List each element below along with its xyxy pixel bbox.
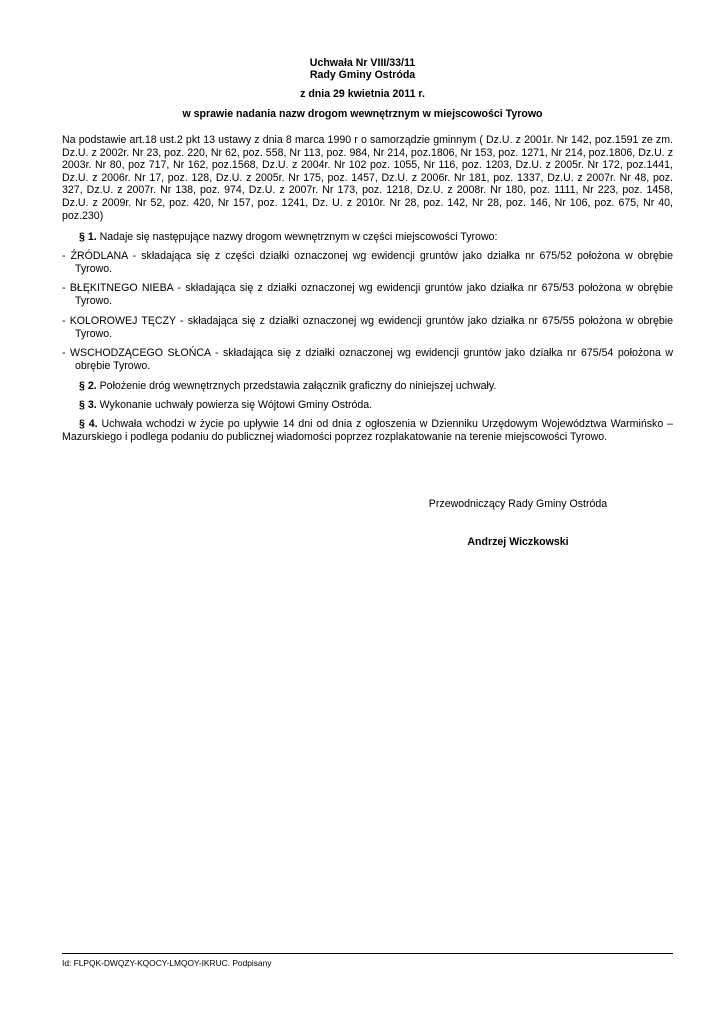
council-name: Rady Gminy Ostróda — [309, 69, 416, 81]
signatory-name: Andrzej Wiczkowski — [467, 536, 569, 548]
section-4-number: § 4. — [79, 418, 98, 430]
section-2-text: Położenie dróg wewnętrznych przedstawia załącznik graficzny do niniejszej uchwały. — [96, 380, 497, 392]
section-2 — [62, 380, 673, 393]
road-item-zrodlana: - ŹRÓDLANA - składająca się z części działki oznaczonej wg ewidencji gruntów jako działka nr 675/52 położona w obrębie Tyrowo. — [62, 250, 673, 275]
resolution-subject: w sprawie nadania nazw drogom wewnętrznym w miejscowości Tyrowo — [182, 108, 543, 120]
footer-divider — [62, 953, 673, 954]
section-1-number: § 1. — [79, 231, 97, 243]
section-1-text: Nadaje się następujące nazwy drogom wewnętrznym w części miejscowości Tyrowo: — [96, 231, 498, 243]
legal-basis-paragraph: Na podstawie art.18 ust.2 pkt 13 ustawy z dnia 8 marca 1990 r o samorządzie gminnym ( Dz.U. z 2001r. Nr 142, poz.1591 ze zm. Dz.U. z 2002r. Nr 23, poz. 220, Nr 62, poz. 558, Nr 113, poz. 984, Nr 214, poz.1806, Nr 153, poz. 1271, Nr 214, poz.1806, Dz.U. z 2003r. Nr 80, poz 717, Nr 162, poz.1568, Dz.U. z 2004r. Nr 102 poz. 1055, Nr 116, poz. 1203, Dz.U. z 2005r. Nr 172, poz.1441, Dz.U. z 2006r. Nr 17, poz. 128, Dz.U. z 2005r. Nr 175, poz. 1457, Dz.U. z 2006r. Nr 181, poz. 1337, Dz.U. z 2007r. Nr 48, poz. 327, Dz.U. z 2007r. Nr 138, poz. 974, Dz.U. z 2007r. Nr 173, poz. 1218, Dz.U. z 2008r. Nr 180, poz. 1111, Nr 223, poz. 1458, Dz.U. z 2009r. Nr 52, poz. 420, Nr 157, poz. 1241, Dz. U. z 2010r. Nr 28, poz. 142, Nr 28, poz. 146, Nr 106, poz. 675, Nr 40, poz.230) — [62, 134, 673, 222]
road-item-kolorowej-teczy: - KOLOROWEJ TĘCZY - składająca się z działki oznaczonej wg ewidencji gruntów jako działka nr 675/55 położona w obrębie Tyrowo. — [62, 315, 673, 340]
section-3-number: § 3. — [79, 399, 97, 411]
section-3-text: Wykonanie uchwały powierza się Wójtowi Gminy Ostróda. — [96, 399, 373, 411]
section-1 — [62, 231, 673, 244]
section-4 — [62, 418, 673, 443]
resolution-number: Uchwała Nr VIII/33/11 — [309, 57, 416, 69]
section-2-number: § 2. — [79, 380, 97, 392]
road-item-wschodzacego-slonca: - WSCHODZĄCEGO SŁOŃCA - składająca się z działki oznaczonej wg ewidencji gruntów jako działka nr 675/54 położona w obrębie Tyrowo. — [62, 347, 673, 372]
section-3 — [62, 399, 673, 412]
document-id-footer: Id: FLPQK-DWQZY-KQOCY-LMQOY-IKRUC. Podpisany — [62, 958, 272, 968]
road-item-blekitnego-nieba: - BŁĘKITNEGO NIEBA - składająca się z działki oznaczonej wg ewidencji gruntów jako działka nr 675/53 położona w obrębie Tyrowo. — [62, 282, 673, 307]
section-4-text: Uchwała wchodzi w życie po upływie 14 dni od dnia z ogłoszenia w Dzienniku Urzędowym Województwa Warmińsko – Mazurskiego i podlega podaniu do publicznej wiadomości poprzez rozplakatowanie na terenie miejscowości Tyrowo. — [62, 418, 673, 443]
resolution-date: z dnia 29 kwietnia 2011 r. — [300, 88, 425, 100]
signatory-role: Przewodniczący Rady Gminy Ostróda — [428, 498, 608, 510]
